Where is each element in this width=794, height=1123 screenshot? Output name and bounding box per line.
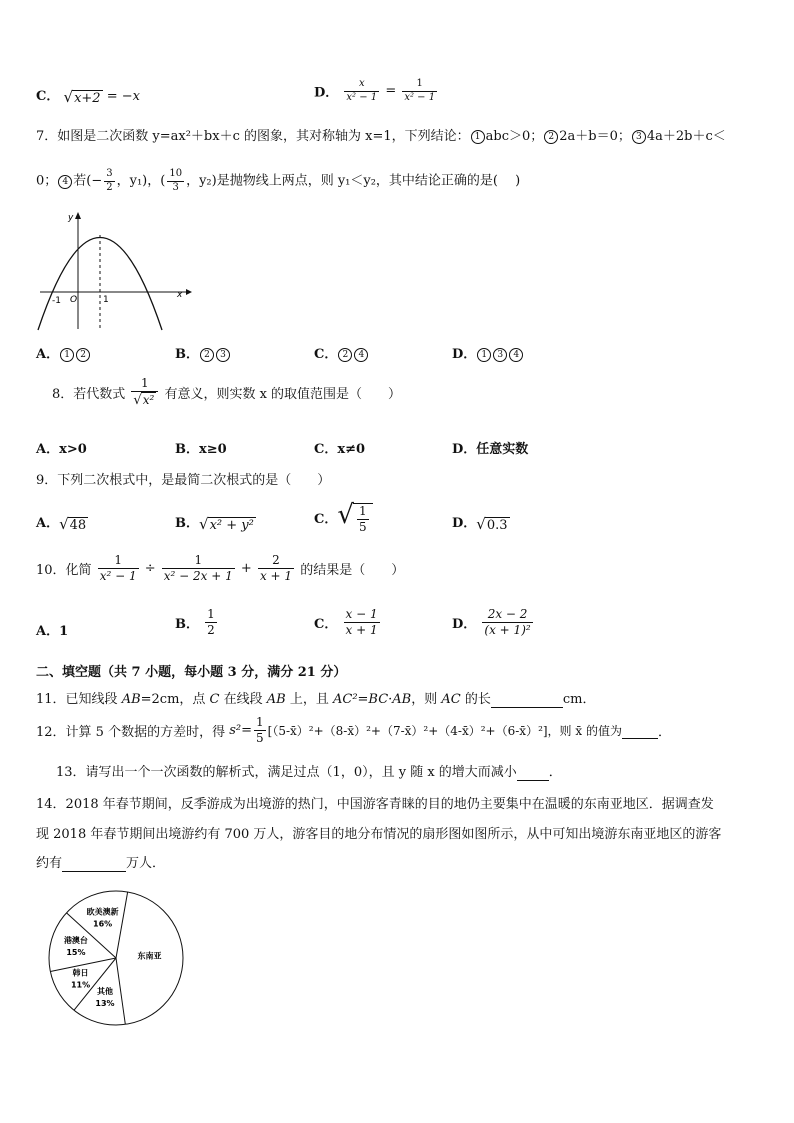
pie-slice-label: 东南亚 (137, 951, 162, 961)
pie-slice-label: 港澳台 (63, 935, 88, 945)
one-label: 1 (103, 295, 109, 305)
y-axis-arrow (75, 212, 81, 219)
q11-stem: 11．已知线段 AB=2cm，点 C 在线段 AB 上，且 AC²=BC·AB，则 AC 的长 cm． (36, 692, 596, 707)
q7-option-d: D． 1 3 4 (452, 343, 524, 362)
q8-option-b: B．x≥0 (175, 442, 227, 457)
answer-blank[interactable] (491, 692, 563, 708)
pie-slice-label: 韩日 (72, 968, 89, 978)
q10-option-a: A．1 (36, 624, 69, 639)
q12-stem: 12．计算 5 个数据的方差时，得 s²= $\frac{1}{5}$ [（5-x̄）²+（8-x̄）²+（7-x̄）²+（4-x̄）²+（6-x̄）²]，则 x̄ 的值为 ． (36, 715, 671, 745)
q7-option-c: C． 2 4 (314, 343, 369, 362)
answer-blank[interactable] (517, 765, 549, 781)
q9-option-a: A．√48 (36, 514, 87, 533)
q7-line2: 0； 4 若(− $\frac{3}{2}$ ，y₁)，( $\frac{10}{3}$ ，y₂)是抛物线上两点，则 y₁＜y₂，其中结论正确的是( ) (36, 168, 521, 193)
answer-blank[interactable] (622, 723, 658, 739)
y-label: y (68, 213, 74, 223)
q10-stem: 10．化简 $\frac{1}{\text{x² − 1}}$ ÷ $\frac{1}{\text{x² − 2x + 1}}$ + $\frac{2}{x + 1}$ 的结果是（ ） (36, 553, 405, 583)
pie-slice-percent: 16% (93, 919, 113, 929)
answer-blank[interactable] (62, 856, 126, 872)
section-heading-fill-in: 二、填空题（共 7 小题，每小题 3 分，满分 21 分） (36, 665, 347, 680)
q14-line1: 14．2018 年春节期间，反季游成为出境游的热门，中国游客青睐的目的地仍主要集中在温暖的东南亚地区．据调查发 (36, 797, 714, 812)
q6-option-c: C． √x+2 = −x (36, 87, 140, 106)
parabola-graph (30, 205, 200, 335)
q13-stem: 13．请写出一个一次函数的解析式，满足过点（1，0），且 y 随 x 的增大而减小 ． (56, 765, 562, 780)
q10-option-c: C． $\frac{x - 1}{x + 1}$ (314, 607, 378, 637)
q14-line2: 现 2018 年春节期间出境游约有 700 万人，游客目的地分布情况的扇形图如图所示，从中可知出境游东南亚地区的游客 (36, 827, 722, 842)
q9-option-c: C．√ $\frac{1}{5}$ (314, 500, 373, 535)
pie-slice-percent: 13% (95, 999, 115, 1009)
q7-line1: 7．如图是二次函数 y=ax²＋bx＋c 的图象，其对称轴为 x=1，下列结论： 1 abc＞0； 2 2a＋b＝0； 3 4a＋2b＋c＜ (36, 129, 726, 144)
q7-option-a: A． 1 2 (36, 343, 91, 362)
origin-label: O (70, 295, 78, 305)
q9-option-d: D．√0.3 (452, 514, 508, 533)
q8-option-c: C．x≠0 (314, 442, 366, 457)
x-label: x (177, 290, 183, 300)
pie-slice-boundary (116, 958, 125, 1024)
pie-slice-percent: 15% (66, 947, 86, 957)
q14-line3: 约有 万人． (36, 856, 166, 871)
q8-option-a: A．x>0 (36, 442, 87, 457)
pie-slice-label: 欧美澳新 (86, 907, 119, 917)
q10-option-b: B． $\frac{1}{2}$ (175, 607, 215, 637)
pie-slice-boundary (116, 892, 128, 958)
q8-stem: 8．若代数式 $\frac{1}{\text{√x²}}$ 有意义，则实数 x 的取值范围是（ ） (52, 376, 402, 408)
x-axis-arrow (186, 289, 192, 295)
pie-slice-label: 其他 (96, 987, 113, 997)
q6-option-d: D． $\frac{x}{\text{x² − 1}}$ = $\frac{1}{\text{x² − 1}}$ (314, 78, 436, 103)
q10-option-d: D． $\frac{2x - 2}{\text{(x + 1)²}}$ (452, 607, 531, 637)
sqrt-expression: √x+2 (63, 87, 101, 106)
q8-option-d: D．任意实数 (452, 442, 529, 457)
q7-option-b: B． 2 3 (175, 343, 231, 362)
neg-one-label: -1 (52, 296, 61, 306)
q9-stem: 9．下列二次根式中，是最简二次根式的是（ ） (36, 473, 331, 488)
q9-option-b: B．√x² + y² (175, 514, 254, 533)
destination-pie-chart (35, 888, 195, 1033)
pie-slice-percent: 11% (70, 980, 91, 990)
